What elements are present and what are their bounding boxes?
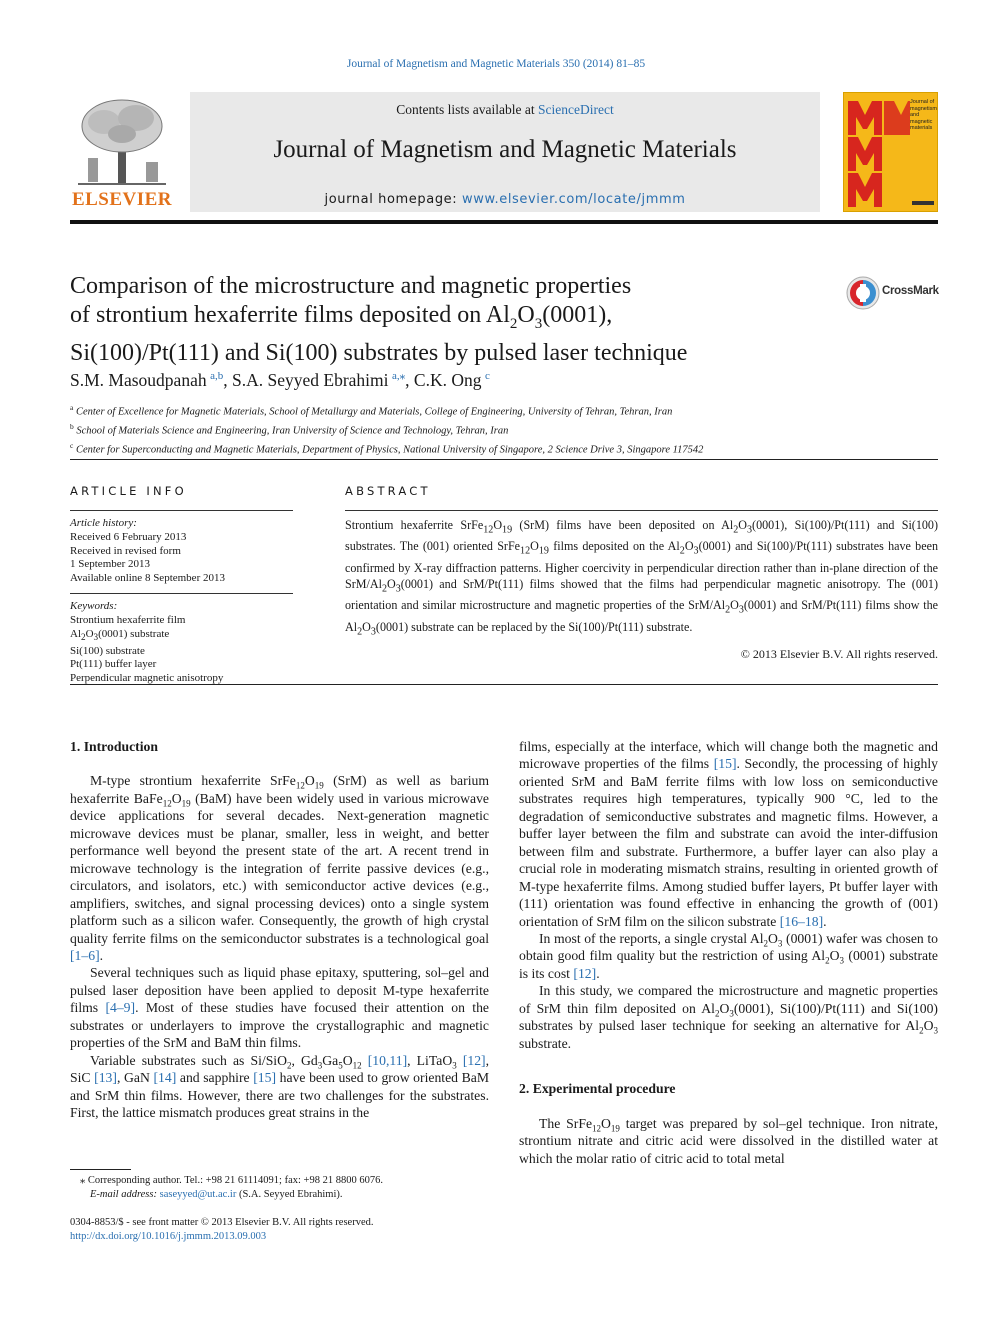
elsevier-tree-icon <box>74 96 170 186</box>
history-item: Received 6 February 2013 <box>70 530 187 543</box>
history-item: 1 September 2013 <box>70 558 151 571</box>
intro-paragraph-6: In this study, we compared the microstructure and magnetic properties of SrM thin film deposited on $Al_2O_3(0001)$, Si(100)/Pt(111) and Si(100) substrates by pulsed laser technique for seeking an alternative for $Al_2O_3$ substrate. <box>519 983 938 1051</box>
intro-paragraph-2: Several techniques such as liquid phase epitaxy, sputtering, sol–gel and pulsed laser deposition have been applied to deposit M-type hexaferrite films [4–9]. Most of these studies have focused their attention on the substrates or underlayers to improve the crystallographic and magnetic properties of the SrM and BaM thin films. <box>70 965 489 1051</box>
footnote-divider <box>70 1169 131 1170</box>
journal-citation[interactable]: Journal of Magnetism and Magnetic Materials 350 (2014) 81–85 <box>346 58 646 70</box>
header-divider <box>70 459 938 460</box>
article-info-heading: ARTICLE INFO <box>70 484 187 498</box>
email-suffix: (S.A. Seyyed Ebrahimi). <box>236 1189 343 1201</box>
title-line-1: Comparison of the microstructure and magnetic properties <box>70 273 632 299</box>
elsevier-wordmark: ELSEVIER <box>71 189 173 210</box>
abstract-heading: ABSTRACT <box>345 484 431 498</box>
abstract-panel <box>345 484 938 662</box>
reference-link[interactable]: [10,11] <box>367 1052 408 1068</box>
experimental-paragraph-1: The $SrFe_{12}O_{19}$ target was prepared by sol–gel technique. Iron nitrate, strontium nitrate and citric acid were dissolved in the distilled water at which the molar ratio of citric acid to total metal <box>519 1115 938 1166</box>
footnotes <box>70 1174 490 1203</box>
history-label: Article history: <box>70 517 137 529</box>
issn-block <box>70 1216 490 1245</box>
abstract-divider <box>345 510 938 511</box>
abstract-copyright: © 2013 Elsevier B.V. All rights reserved. <box>740 647 938 662</box>
corresponding-author-note: ⁎ Corresponding author. Tel.: +98 21 61114091; fax: +98 21 8800 6076. <box>80 1175 383 1186</box>
title-line-2: of strontium hexaferrite films deposited on $Al_2O_3(0001)$, <box>70 302 613 332</box>
keyword-item: Si(100) substrate <box>70 644 145 657</box>
intro-paragraph-1: M-type strontium hexaferrite $SrFe_{12}O_{19}$ (SrM) as well as barium hexaferrite $BaFe_{12}O_{19}$ (BaM) have been widely used in various microwave device applications for several decades. Next-generation magnetic microwave devices must be planar, smaller, less in weight, and better performance well beyond the present state of the art. A recent trend in microwave technology is the integration of ferrite passive devices (e.g., circulators, and isolators, etc.) with semiconductor active devices (e.g., amplifiers, switches, and signal processing devices) onto a single system platform such as a silicon wafer. Consequently, the growth of high crystal quality ferrite films on the semiconductor substrates is a technological goal [1–6]. <box>70 773 489 963</box>
email-link[interactable]: saseyyed@ut.ac.ir <box>159 1189 237 1201</box>
intro-paragraph-3: Variable substrates such as Si/SiO$_2$, $Gd_3Ga_5O_{12}$ [10,11], LiTaO$_3$ [12], SiC [13], GaN [14] and sapphire [15] have been used to grow oriented BaM and SrM thin films. However, there are two challenges for the substrates. First, the lattice mismatch produces great strains in the <box>70 1052 490 1121</box>
article-info-panel <box>70 484 293 686</box>
keyword-list <box>70 614 293 686</box>
author-name[interactable]: C.K. Ong <box>413 369 482 390</box>
homepage-prefix: journal homepage: <box>324 192 462 207</box>
email-label: E-mail address: <box>90 1189 160 1201</box>
reference-link[interactable]: [15] <box>713 756 737 772</box>
body-column-left <box>70 738 489 1122</box>
keywords-divider <box>70 593 293 594</box>
homepage-link[interactable]: www.elsevier.com/locate/jmmm <box>462 192 686 207</box>
section-heading-introduction: 1. Introduction <box>70 739 158 754</box>
keywords <box>70 600 293 686</box>
author-name[interactable]: S.M. Masoudpanah <box>70 369 207 390</box>
journal-title: Journal of Magnetism and Magnetic Materials <box>273 136 737 163</box>
homepage-line <box>190 192 820 207</box>
article-info-divider <box>70 510 293 511</box>
contents-line <box>190 102 820 118</box>
article-title <box>70 272 790 368</box>
journal-cover-thumbnail[interactable] <box>843 92 938 212</box>
author-affiliation-marker[interactable]: c <box>485 370 490 382</box>
reference-link[interactable]: [12] <box>462 1052 486 1068</box>
cover-title: Journal of magnetism and magnetic materials <box>910 99 937 131</box>
doi-link[interactable]: http://dx.doi.org/10.1016/j.jmmm.2013.09.003 <box>70 1231 267 1243</box>
sciencedirect-link[interactable]: ScienceDirect <box>538 102 614 117</box>
issn-line: 0304-8853/$ - see front matter © 2013 Elsevier B.V. All rights reserved. <box>70 1217 374 1228</box>
email-note <box>70 1188 490 1202</box>
reference-link[interactable]: [15] <box>253 1070 277 1086</box>
history-item: Received in revised form <box>70 544 181 557</box>
keyword-item: Strontium hexaferrite film <box>70 613 186 626</box>
elsevier-logo[interactable] <box>70 92 174 212</box>
body-column-right <box>519 738 938 1167</box>
crossmark-icon <box>846 276 880 310</box>
intro-paragraph-4: films, especially at the interface, which will change both the magnetic and microwave properties of the films [15]. Secondly, the processing of highly oriented SrM and BaM ferrite films with low loss on semiconductive substrates requires high temperatures, typically 900 °C, led to the degradation of semiconductive substrates and magnetic films. However, a buffer layer between the film and substrate can avoid the inter-diffusion between film and substrate. Furthermore, a buffer layer can also play a crucial role in moderating mismatch strains, resulting in oriented growth of M-type hexaferrite films. Among studied buffer layers, Pt buffer layer with (111) orientation was found effective in enhancing the growth of (001) orientation of SrM film on the silicon substrate [16–18]. <box>519 739 938 929</box>
author-affiliation-marker[interactable]: a,b <box>210 370 224 382</box>
keyword-item: $Al_2O_3(0001)$ substrate <box>70 627 170 642</box>
masthead-divider <box>70 220 938 224</box>
author-name[interactable]: S.A. Seyyed Ebrahimi <box>232 369 389 390</box>
reference-link[interactable]: [4–9] <box>105 1000 136 1016</box>
affiliation-line: $^a$ Center of Excellence for Magnetic Materials, School of Metallurgy and Materials, College of Engineering, University of Tehran, Tehran, Iran <box>70 403 673 418</box>
history-list <box>70 531 293 586</box>
intro-paragraph-5: In most of the reports, a single crystal $Al_2O_3$ (0001) wafer was chosen to obtain good film quality but the restriction of using $Al_2O_3$ (0001) substrate is its cost [12]. <box>519 930 938 981</box>
section-heading-experimental: 2. Experimental procedure <box>519 1081 676 1097</box>
contents-prefix: Contents lists available at <box>396 102 538 117</box>
keywords-label: Keywords: <box>70 599 118 612</box>
affiliation-line: $^b$ School of Materials Science and Engineering, Iran University of Science and Technology, Tehran, Iran <box>70 421 509 437</box>
affiliation-line: $^c$ Center for Superconducting and Magnetic Materials, Department of Physics, National University of Singapore, 2 Science Drive 3, Singapore 117542 <box>70 440 704 456</box>
reference-link[interactable]: [12] <box>573 965 597 981</box>
reference-link[interactable]: [14] <box>153 1070 177 1086</box>
article-history <box>70 517 293 586</box>
abstract-text: Strontium hexaferrite $SrFe_{12}O_{19}$ (SrM) films have been deposited on $Al_2O_3(0001)$, Si(100)/Pt(111) and Si(100) substrates. The (001) oriented $SrFe_{12}O_{19}$ films deposited on the $Al_2O_3(0001)$ and Si(100)/Pt(111) substrates have been confirmed by X-ray diffraction patterns. Higher coercivity in perpendicular direction rather than in-plane direction of the SrM/$Al_2O_3(0001)$ and SrM/Pt(111) films showed that the films had perpendicular magnetic anisotropy. The (001) orientation and similar microstructure and magnetic properties of the SrM/$Al_2O_3(0001)$ and SrM/Pt(111) films show the $Al_2O_3(0001)$ substrate can be replaced by the Si(100)/Pt(111) substrate. <box>345 518 939 638</box>
journal-banner <box>190 92 820 212</box>
keyword-item: Perpendicular magnetic anisotropy <box>70 672 224 685</box>
title-line-3: Si(100)/Pt(111) and Si(100) substrates by pulsed laser technique <box>70 339 688 366</box>
reference-link[interactable]: [16–18] <box>779 913 824 929</box>
author-affiliation-marker[interactable]: a,⁎ <box>392 370 406 382</box>
masthead <box>70 92 938 214</box>
history-item: Available online 8 September 2013 <box>70 572 225 585</box>
abstract-end-divider <box>70 684 938 685</box>
crossmark-badge[interactable] <box>846 276 938 310</box>
keyword-item: Pt(111) buffer layer <box>70 658 157 671</box>
reference-link[interactable]: [13] <box>94 1070 117 1086</box>
affiliations <box>70 401 938 457</box>
reference-link[interactable]: [1–6] <box>70 947 100 963</box>
author-list: S.M. Masoudpanah $^{a,b}$, S.A. Seyyed Ebrahimi $^{a,⁎}$, C.K. Ong $^c$ <box>70 369 490 390</box>
crossmark-label: CrossMark <box>882 285 939 297</box>
